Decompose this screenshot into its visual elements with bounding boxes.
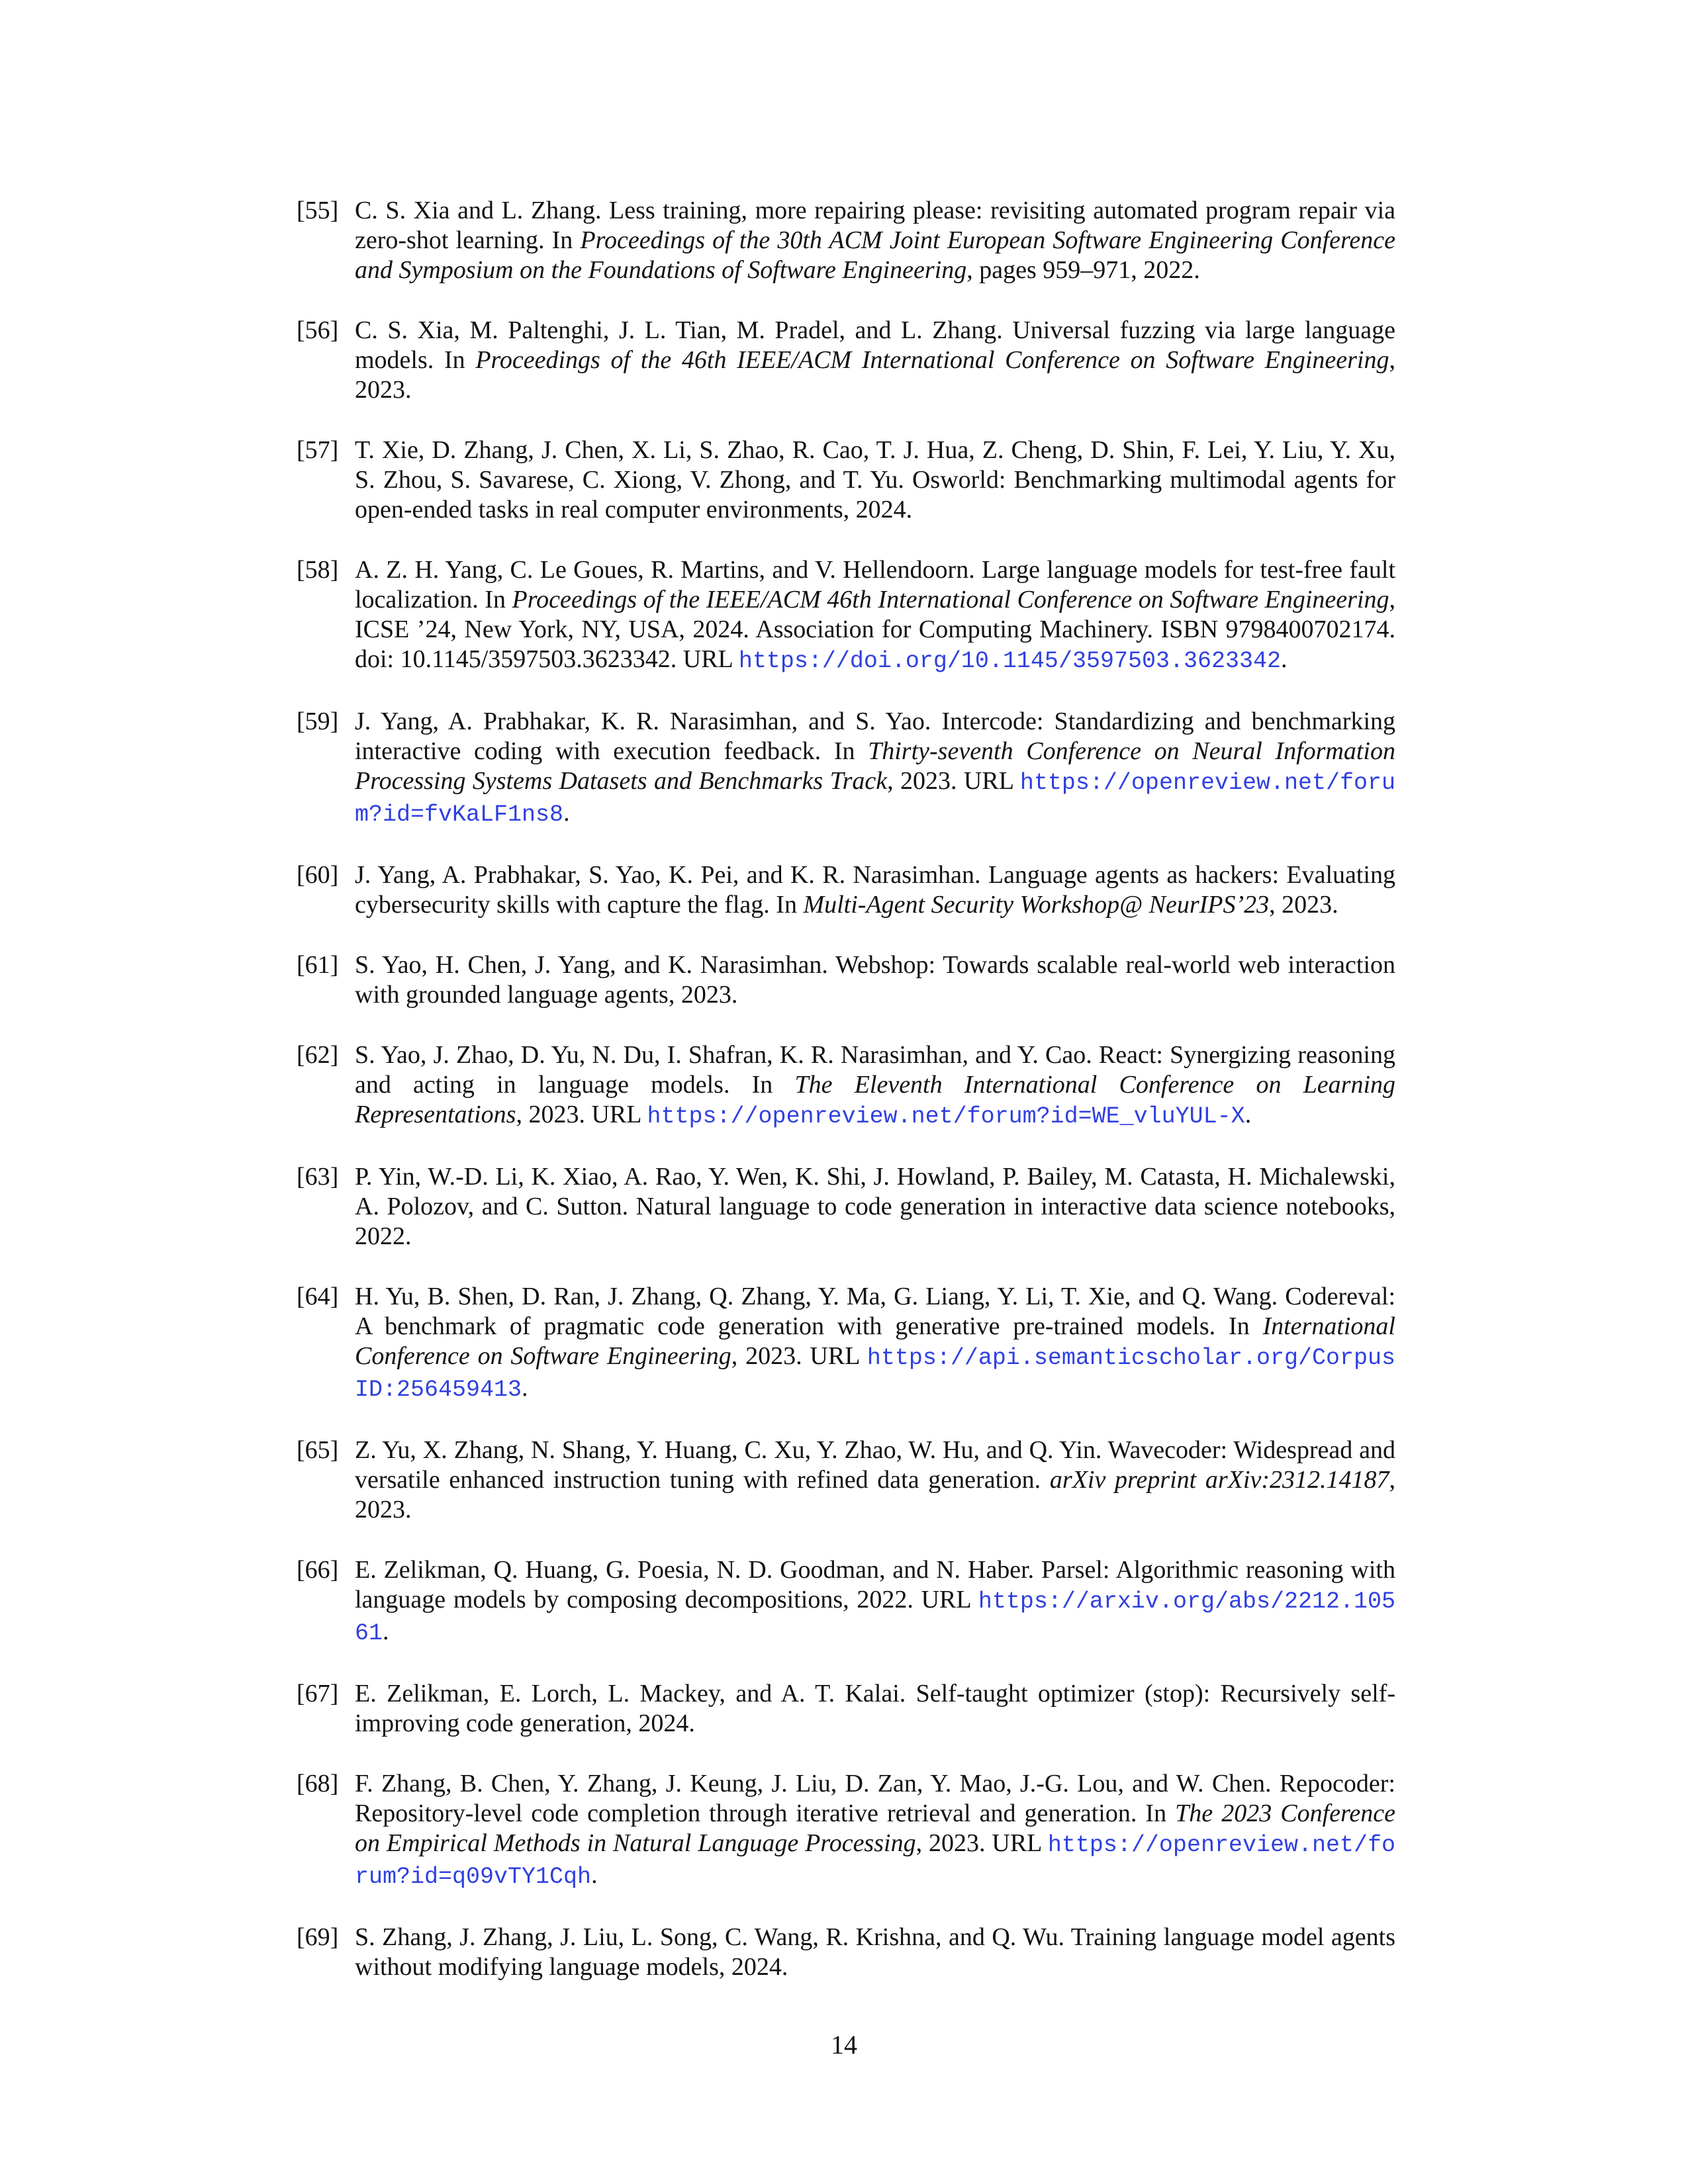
- reference-text: [355, 316, 1395, 405]
- reference-number: [67]: [297, 1680, 339, 1707]
- reference-item: [297, 1282, 1395, 1405]
- reference-details: , ICSE ’24, New York, NY, USA, 2024. Association for Computing Machinery. ISBN 9798400702174. doi: 10.1145/3597503.3623342. URL: [355, 586, 1395, 673]
- reference-item: [297, 860, 1395, 920]
- reference-authors-title: S. Zhang, J. Zhang, J. Liu, L. Song, C. Wang, R. Krishna, and Q. Wu. Training language model agents without modifying language models, 2024.: [355, 1923, 1395, 1981]
- reference-text: H. Yu, B. Shen, D. Ran, J. Zhang, Q. Zhang, Y. Ma, G. Liang, Y. Li, T. Xie, and Q. Wang. Codereval: A benchmark of pragmatic code generation with generative pre-trained models. In International Conference on Software Engineering, 2023. URL https://api.semanticscholar.org/CorpusID:256459413.: [355, 1283, 1395, 1403]
- reference-number: [64]: [297, 1283, 339, 1310]
- reference-text: [355, 1162, 1395, 1251]
- reference-text: [355, 435, 1395, 525]
- reference-details: , 2023. URL: [887, 767, 1020, 795]
- reference-item: [297, 555, 1395, 676]
- reference-number: [61]: [297, 951, 339, 979]
- reference-authors-title: F. Zhang, B. Chen, Y. Zhang, J. Keung, J. Liu, D. Zan, Y. Mao, J.-G. Lou, and W. Chen. Repocoder: Repository-level code completion through iterative retrieval and generation. In: [355, 1770, 1395, 1827]
- reference-text: [355, 1679, 1395, 1739]
- reference-item: [297, 196, 1395, 285]
- reference-item: [297, 1162, 1395, 1251]
- reference-venue: International Conference on Software Engineering: [355, 1312, 1395, 1370]
- reference-text: F. Zhang, B. Chen, Y. Zhang, J. Keung, J. Liu, D. Zan, Y. Mao, J.-G. Lou, and W. Chen. Repocoder: Repository-level code completion through iterative retrieval and generation. In The 2023 Conference on Empirical Methods in Natural Language Processing, 2023. URL https://openreview.net/forum?id=q09vTY1Cqh.: [355, 1770, 1395, 1890]
- reference-venue: The Eleventh International Conference on Learning Representations: [355, 1071, 1396, 1128]
- reference-authors-title: J. Yang, A. Prabhakar, K. R. Narasimhan, and S. Yao. Intercode: Standardizing and benchmarking interactive coding with execution feedback. In: [355, 707, 1395, 765]
- reference-number: [63]: [297, 1163, 339, 1191]
- reference-text: A. Z. H. Yang, C. Le Goues, R. Martins, and V. Hellendoorn. Large language models for test-free fault localization. In Proceedings of the IEEE/ACM 46th International Conference on Software Engineering, ICSE ’24, New York, NY, USA, 2024. Association for Computing Machinery. ISBN 9798400702174. doi: 10.1145/3597503.3623342. URL https://doi.org/10.1145/3597503.3623342.: [355, 556, 1395, 674]
- reference-url-link[interactable]: https://doi.org/10.1145/3597503.3623342: [738, 648, 1281, 674]
- reference-text: [355, 950, 1395, 1010]
- reference-venue: The 2023 Conference on Empirical Methods in Natural Language Processing: [355, 1799, 1395, 1857]
- reference-item: [297, 1040, 1395, 1132]
- reference-venue: Multi-Agent Security Workshop@ NeurIPS’23: [803, 891, 1270, 919]
- reference-number: [58]: [297, 556, 339, 584]
- reference-authors-title: J. Yang, A. Prabhakar, S. Yao, K. Pei, and K. R. Narasimhan. Language agents as hackers: Evaluating cybersecurity skills with capture the flag. In: [355, 861, 1395, 919]
- reference-venue: Thirty-seventh Conference on Neural Information Processing Systems Datasets and Benchmarks Track: [355, 737, 1395, 795]
- reference-number: [65]: [297, 1436, 339, 1464]
- reference-text: [355, 1923, 1395, 1982]
- reference-item: [297, 1769, 1395, 1892]
- reference-number: [66]: [297, 1556, 339, 1584]
- reference-details: , 2023.: [355, 346, 1395, 404]
- reference-details: , pages 959–971, 2022.: [966, 256, 1200, 284]
- reference-url-link[interactable]: https://api.semanticscholar.org/CorpusID:256459413: [355, 1345, 1395, 1403]
- reference-number: [59]: [297, 707, 339, 735]
- reference-item: [297, 1435, 1395, 1525]
- reference-number: [62]: [297, 1041, 339, 1069]
- reference-item: [297, 707, 1395, 830]
- reference-number: [69]: [297, 1923, 339, 1951]
- reference-authors-title: T. Xie, D. Zhang, J. Chen, X. Li, S. Zhao, R. Cao, T. J. Hua, Z. Cheng, D. Shin, F. Lei, Y. Liu, Y. Xu, S. Zhou, S. Savarese, C. Xiong, V. Zhong, and T. Yu. Osworld: Benchmarking multimodal agents for open-ended tasks in real computer environments, 2024.: [355, 436, 1395, 523]
- reference-item: [297, 950, 1395, 1010]
- reference-number: [55]: [297, 197, 339, 224]
- reference-venue: Proceedings of the 46th IEEE/ACM International Conference on Software Engineering: [475, 346, 1389, 374]
- reference-item: [297, 1679, 1395, 1739]
- reference-text: S. Yao, J. Zhao, D. Yu, N. Du, I. Shafran, K. R. Narasimhan, and Y. Cao. React: Synergizing reasoning and acting in language models. In The Eleventh International Conference on Learning Representations, 2023. URL https://openreview.net/forum?id=WE_vluYUL-X.: [355, 1041, 1396, 1130]
- reference-url-link[interactable]: https://openreview.net/forum?id=q09vTY1Cqh: [355, 1832, 1395, 1890]
- reference-url-link[interactable]: https://openreview.net/forum?id=fvKaLF1ns8: [355, 770, 1395, 828]
- reference-authors-title: Z. Yu, X. Zhang, N. Shang, Y. Huang, C. Xu, Y. Zhao, W. Hu, and Q. Yin. Wavecoder: Widespread and versatile enhanced instruction tuning with refined data generation.: [355, 1436, 1395, 1494]
- reference-details: , 2023. URL: [731, 1342, 867, 1370]
- reference-number: [56]: [297, 316, 339, 344]
- reference-text: [355, 1435, 1395, 1525]
- reference-details: , 2023. URL: [915, 1829, 1048, 1857]
- reference-authors-title: S. Yao, H. Chen, J. Yang, and K. Narasimhan. Webshop: Towards scalable real-world web interaction with grounded language agents, 2023.: [355, 951, 1395, 1009]
- reference-text: J. Yang, A. Prabhakar, K. R. Narasimhan, and S. Yao. Intercode: Standardizing and benchmarking interactive coding with execution feedback. In Thirty-seventh Conference on Neural Information Processing Systems Datasets and Benchmarks Track, 2023. URL https://openreview.net/forum?id=fvKaLF1ns8.: [355, 707, 1395, 828]
- reference-url-link[interactable]: https://arxiv.org/abs/2212.10561: [355, 1588, 1395, 1647]
- reference-authors-title: H. Yu, B. Shen, D. Ran, J. Zhang, Q. Zhang, Y. Ma, G. Liang, Y. Li, T. Xie, and Q. Wang. Codereval: A benchmark of pragmatic code generation with generative pre-trained models. In: [355, 1283, 1395, 1340]
- reference-url-link[interactable]: https://openreview.net/forum?id=WE_vluYUL-X: [647, 1103, 1245, 1130]
- reference-authors-title: P. Yin, W.-D. Li, K. Xiao, A. Rao, Y. Wen, K. Shi, J. Howland, P. Bailey, M. Catasta, H. Michalewski, A. Polozov, and C. Sutton. Natural language to code generation in interactive data science notebooks, 2022.: [355, 1163, 1395, 1250]
- reference-item: [297, 1555, 1395, 1649]
- reference-authors-title: A. Z. H. Yang, C. Le Goues, R. Martins, and V. Hellendoorn. Large language models for test-free fault localization. In: [355, 556, 1395, 614]
- reference-number: [57]: [297, 436, 339, 464]
- reference-venue: Proceedings of the IEEE/ACM 46th International Conference on Software Engineering: [512, 586, 1389, 614]
- reference-text: E. Zelikman, Q. Huang, G. Poesia, N. D. Goodman, and N. Haber. Parsel: Algorithmic reasoning with language models by composing decompositions, 2022. URL https://arxiv.org/abs/2212.10561.: [355, 1556, 1395, 1647]
- reference-authors-title: E. Zelikman, E. Lorch, L. Mackey, and A. T. Kalai. Self-taught optimizer (stop): Recursively self-improving code generation, 2024.: [355, 1680, 1395, 1737]
- reference-number: [68]: [297, 1770, 339, 1797]
- reference-authors-title: C. S. Xia and L. Zhang. Less training, more repairing please: revisiting automated program repair via zero-shot learning. In: [355, 197, 1395, 254]
- reference-authors-title: E. Zelikman, Q. Huang, G. Poesia, N. D. Goodman, and N. Haber. Parsel: Algorithmic reasoning with language models by composing decompositions, 2022. URL: [355, 1556, 1395, 1614]
- page-number: 14: [831, 2030, 857, 2060]
- reference-venue: Proceedings of the 30th ACM Joint European Software Engineering Conference and Symposium on the Foundations of Software Engineering: [355, 226, 1395, 284]
- reference-item: [297, 316, 1395, 405]
- reference-details: , 2023.: [1269, 891, 1338, 919]
- reference-text: [355, 860, 1395, 920]
- reference-list: [297, 196, 1395, 2013]
- reference-details: , 2023. URL: [516, 1101, 647, 1128]
- reference-text: [355, 196, 1395, 285]
- reference-authors-title: S. Yao, J. Zhao, D. Yu, N. Du, I. Shafran, K. R. Narasimhan, and Y. Cao. React: Synergizing reasoning and acting in language models. In: [355, 1041, 1395, 1099]
- reference-details: , 2023.: [355, 1466, 1395, 1524]
- reference-authors-title: C. S. Xia, M. Paltenghi, J. L. Tian, M. Pradel, and L. Zhang. Universal fuzzing via large language models. In: [355, 316, 1395, 374]
- reference-number: [60]: [297, 861, 339, 889]
- reference-item: [297, 1923, 1395, 1982]
- reference-venue: arXiv preprint arXiv:2312.14187: [1049, 1466, 1389, 1494]
- reference-item: [297, 435, 1395, 525]
